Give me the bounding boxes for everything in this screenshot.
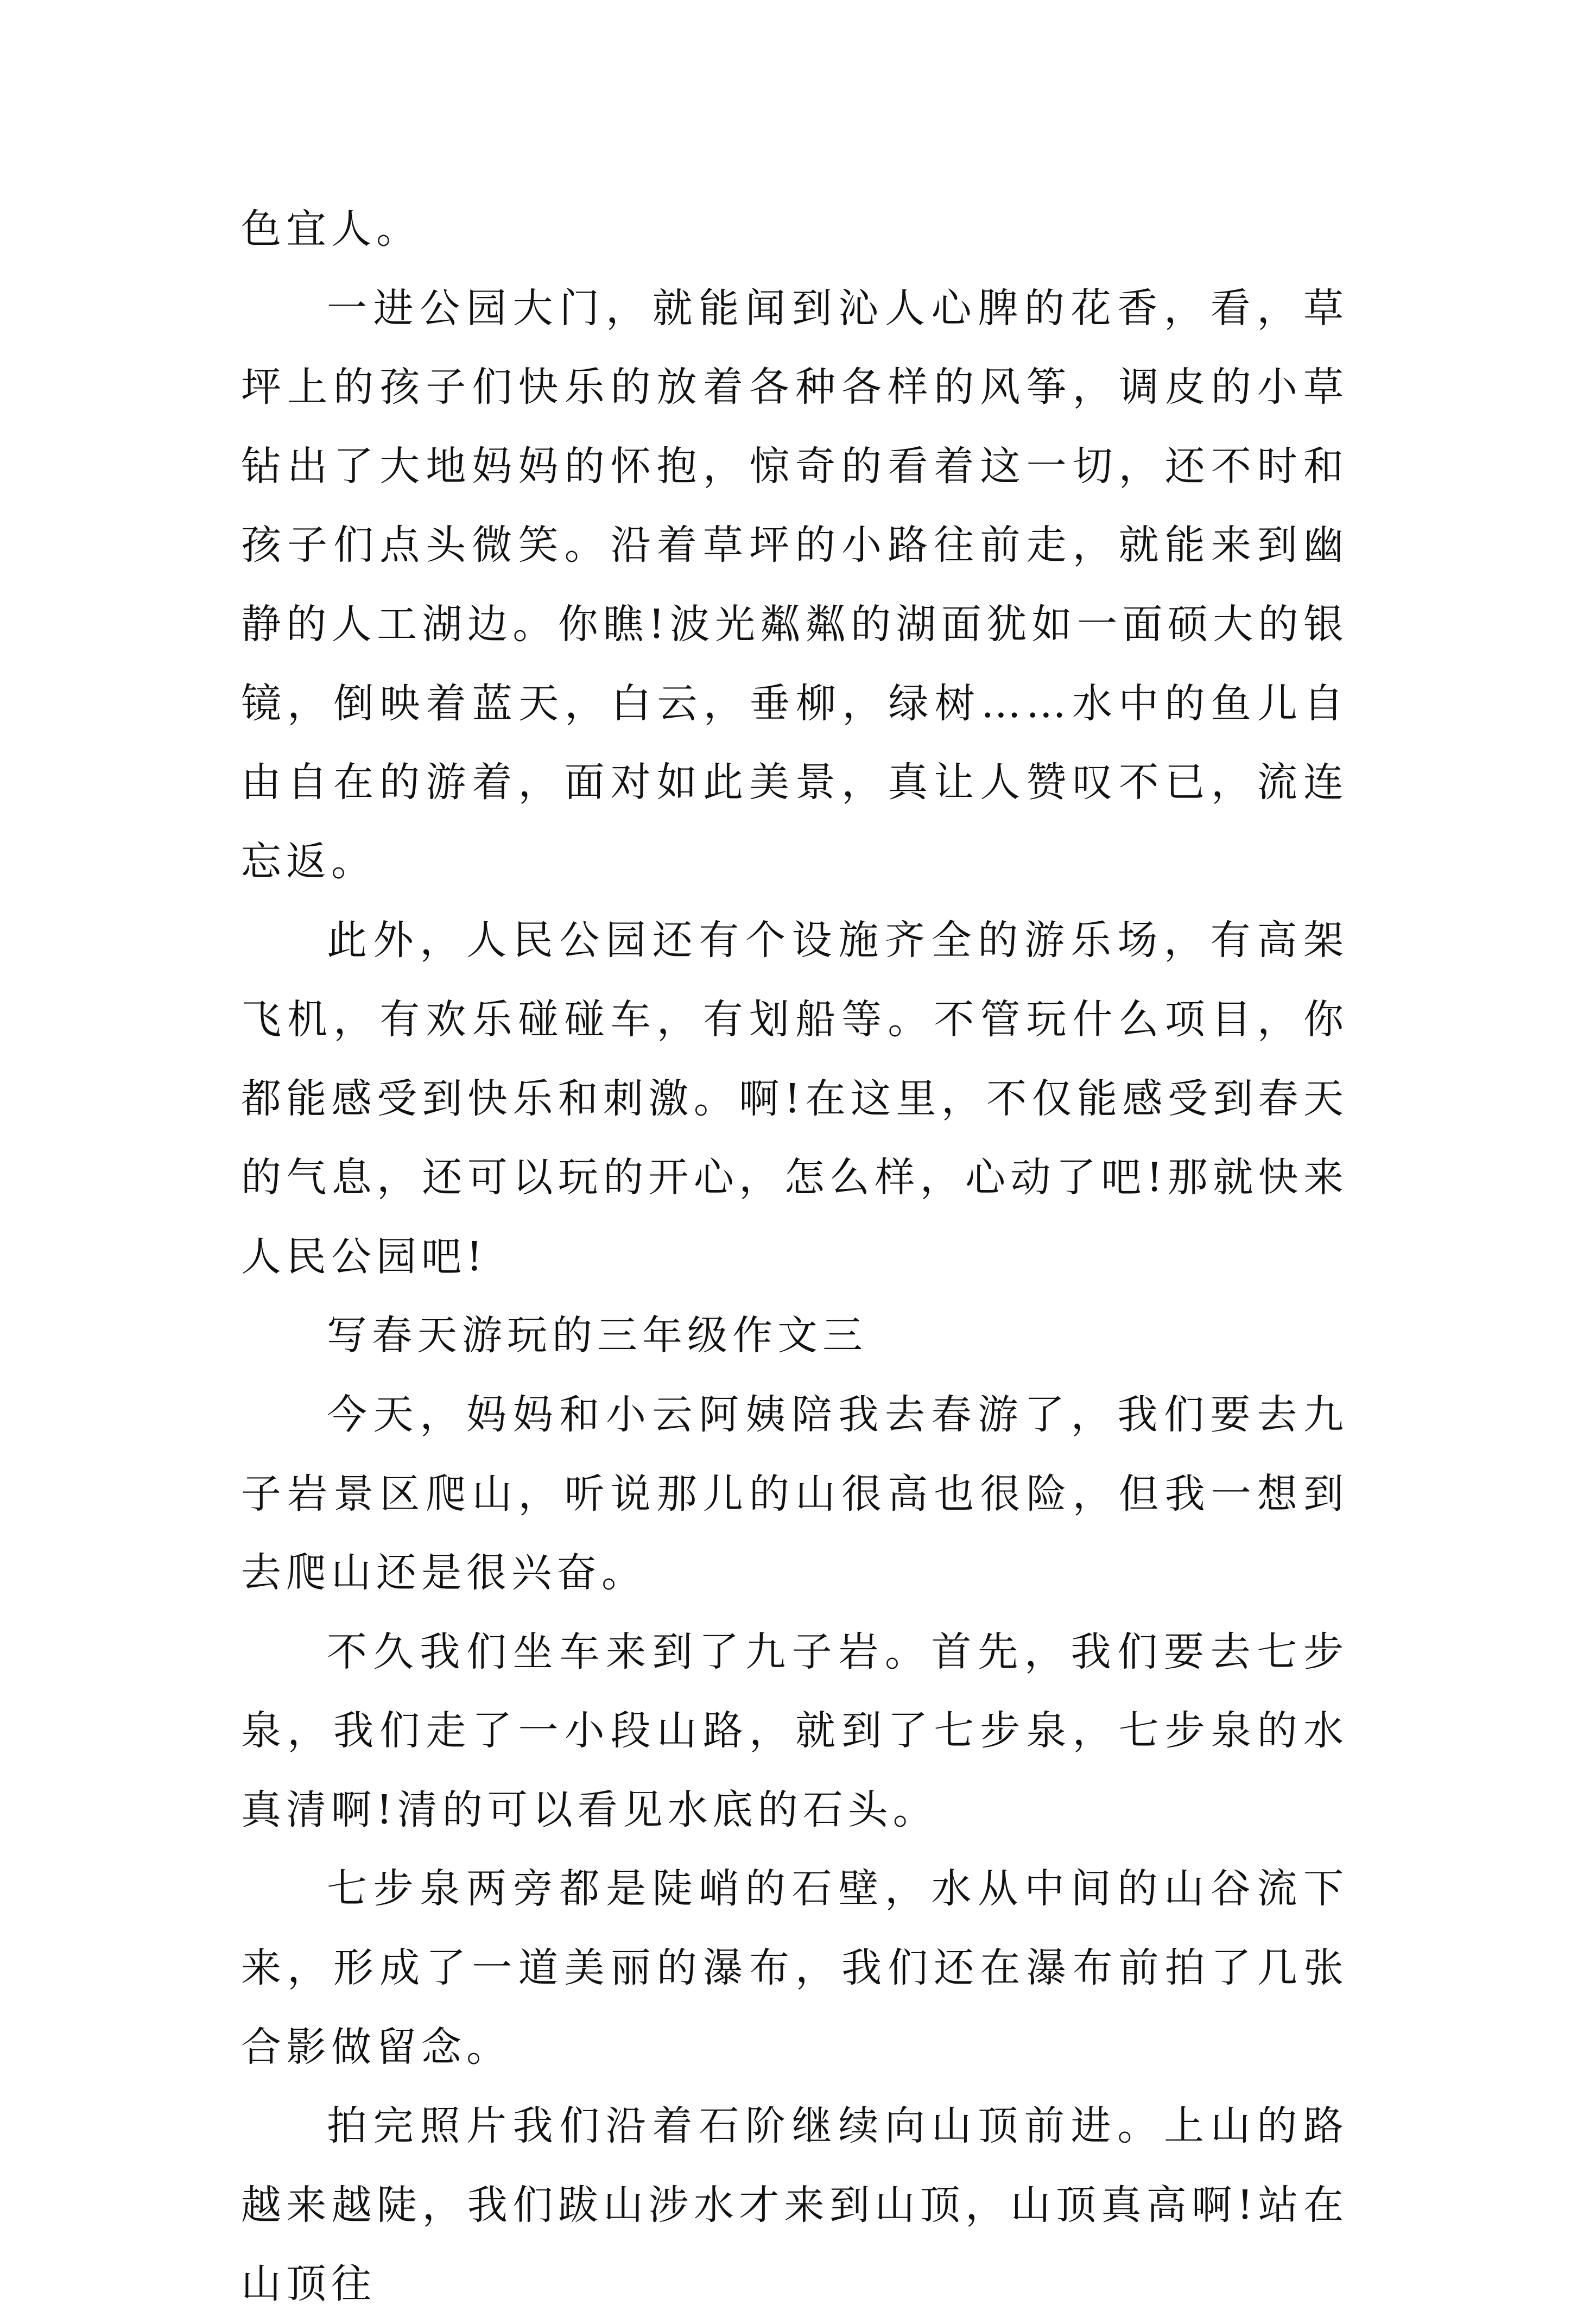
paragraph-mountain-top: 拍完照片我们沿着石阶继续向山顶前进。上山的路越来越陡，我们跋山涉水才来到山顶，山顶真高啊!站在山顶往 — [241, 2103, 1348, 2308]
paragraph-park-entrance: 一进公园大门，就能闻到沁人心脾的花香，看，草坪上的孩子们快乐的放着各种各样的风筝，调皮的小草钻出了大地妈妈的怀抱，惊奇的看着这一切，还不时和孩子们点头微笑。沿着草坪的小路往前走，就能来到幽静的人工湖边。你瞧!波光粼粼的湖面犹如一面硕大的银镜，倒映着蓝天，白云，垂柳，绿树……水中的鱼儿自由自在的游着，面对如此美景，真让人赞叹不已，流连忘返。 — [241, 284, 1348, 885]
paragraph-amusement-park: 此外，人民公园还有个设施齐全的游乐场，有高架飞机，有欢乐碰碰车，有划船等。不管玩什么项目，你都能感受到快乐和刺激。啊!在这里，不仅能感受到春天的气息，还可以玩的开心，怎么样，心动了吧!那就快来人民公园吧! — [241, 917, 1348, 1280]
paragraph-spring-outing: 今天，妈妈和小云阿姨陪我去春游了，我们要去九子岩景区爬山，听说那儿的山很高也很险，但我一想到去爬山还是很兴奋。 — [241, 1391, 1348, 1597]
document-body — [241, 190, 1348, 2324]
paragraph-waterfall: 七步泉两旁都是陡峭的石壁，水从中间的山谷流下来，形成了一道美丽的瀑布，我们还在瀑布前拍了几张合影做留念。 — [241, 1865, 1348, 2070]
essay-heading: 写春天游玩的三年级作文三 — [327, 1312, 867, 1359]
paragraph-continuation: 色宜人。 — [241, 206, 421, 252]
paragraph-seven-step-spring: 不久我们坐车来到了九子岩。首先，我们要去七步泉，我们走了一小段山路，就到了七步泉，七步泉的水真清啊!清的可以看见水底的石头。 — [241, 1628, 1348, 1833]
